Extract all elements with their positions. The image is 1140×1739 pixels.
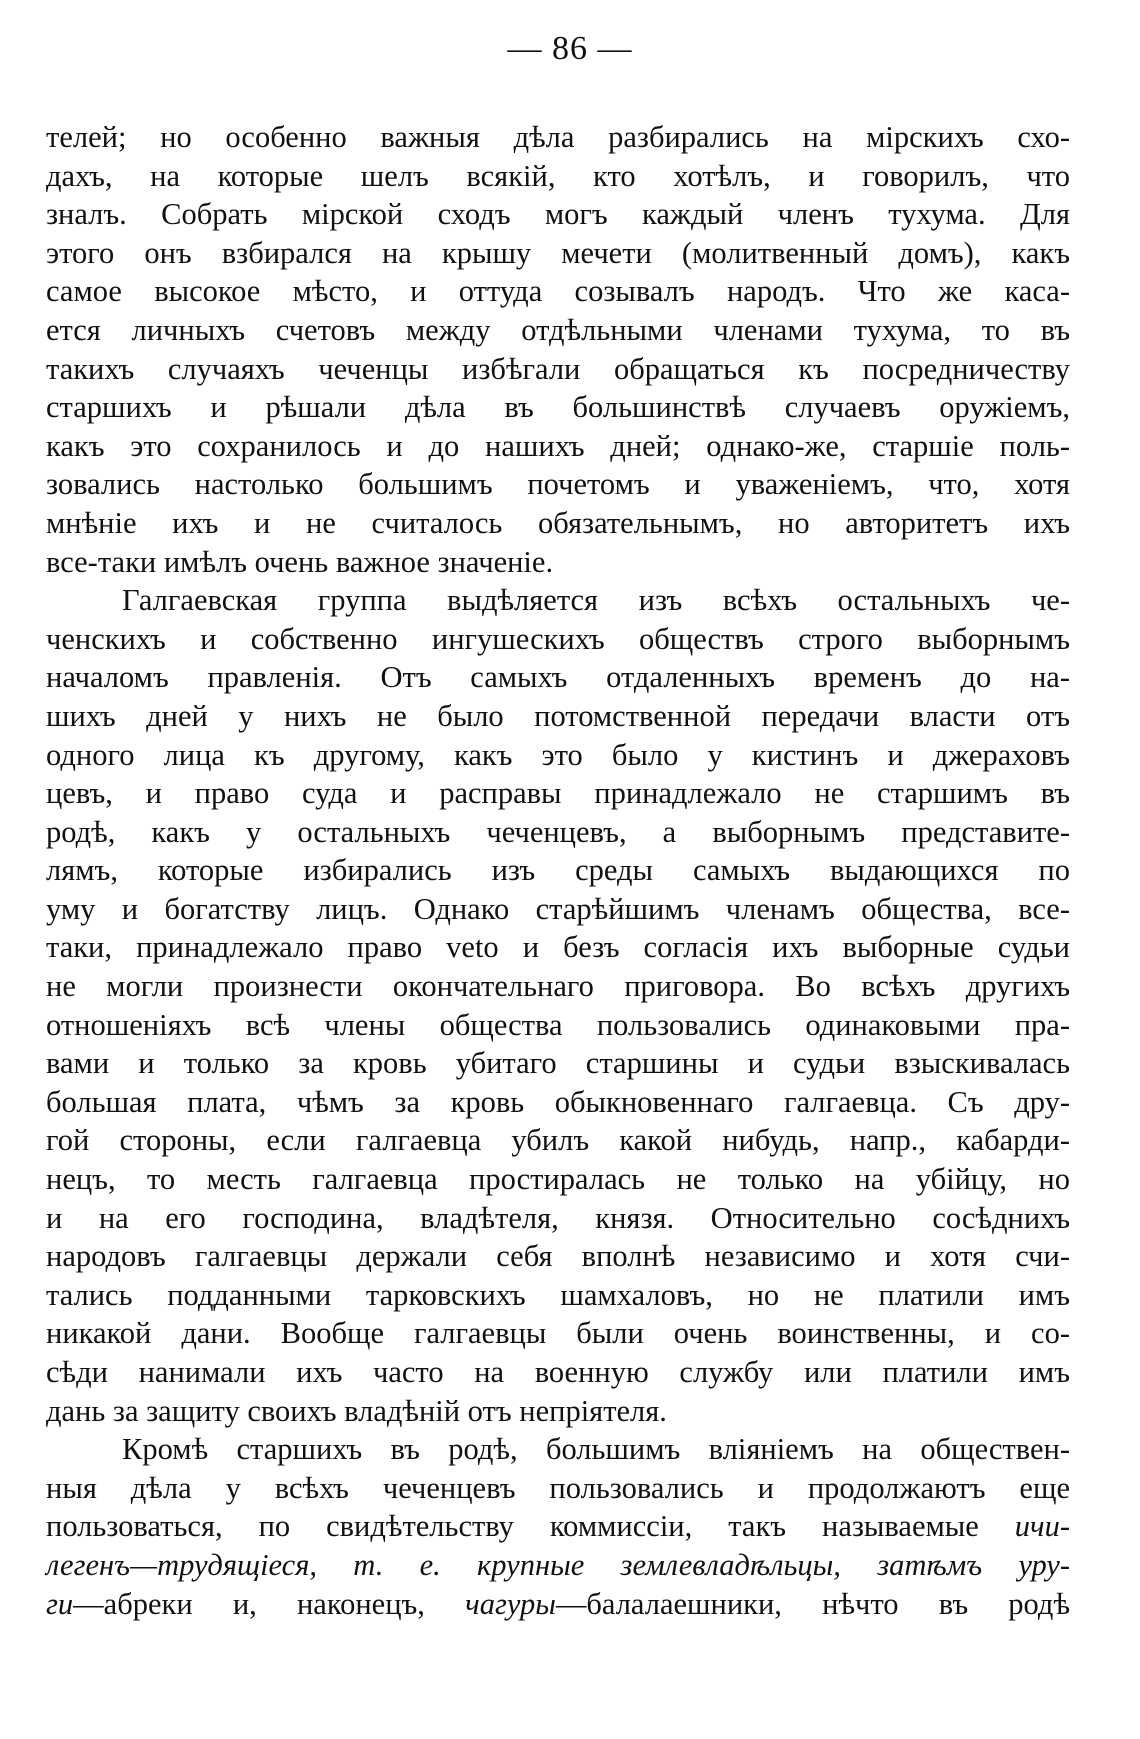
text-line: Галгаевская группа выдѣляется изъ всѣхъ остальныхъ че- <box>122 583 1070 618</box>
text-line: гой стороны, если галгаевца убилъ какой нибудь, напр., кабарди- <box>46 1123 1070 1158</box>
text-line: не могли произнести окончательнаго приговора. Во всѣхъ другихъ <box>46 969 1070 1004</box>
text-line: никакой дани. Вообще галгаевцы были очень воинственны, и со- <box>46 1316 1070 1351</box>
italic-term: уру- <box>1018 1547 1070 1582</box>
italic-term: чагуры <box>465 1586 556 1621</box>
text-line: началомъ правленія. Отъ самыхъ отдаленныхъ временъ до на- <box>46 660 1070 695</box>
text-line: и на его господина, владѣтеля, князя. Относительно сосѣднихъ <box>46 1200 1070 1235</box>
text-line: Кромѣ старшихъ въ родѣ, большимъ вліяніемъ на обществен- <box>122 1432 1070 1467</box>
text-line: уму и богатству лицъ. Однако старѣйшимъ членамъ общества, все- <box>46 891 1070 926</box>
text-line: большая плата, чѣмъ за кровь обыкновеннаго галгаевца. Съ дру- <box>46 1084 1070 1119</box>
text-line: старшихъ и рѣшали дѣла въ большинствѣ случаевъ оружіемъ, <box>46 390 1070 425</box>
text-line <box>46 1585 1070 1624</box>
text-line: сѣди нанимали ихъ часто на военную службу или платили имъ <box>46 1355 1070 1389</box>
text-line: ченскихъ и собственно ингушескихъ обществъ строго выборнымъ <box>46 621 1070 656</box>
text-line: зналъ. Собрать мірской сходъ могъ каждый членъ тухума. Для <box>46 197 1070 232</box>
text-line-segment: пользоваться, по свидѣтельству коммиссіи, такъ называемые <box>46 1509 979 1544</box>
text-line: отношеніяхъ всѣ члены общества пользовались одинаковыми пра- <box>46 1007 1070 1042</box>
text-line: шихъ дней у нихъ не было потомственной передачи власти отъ <box>46 698 1070 733</box>
text-line: ется личныхъ счетовъ между отдѣльными членами тухума, то въ <box>46 312 1070 347</box>
text-line: зовались настолько большимъ почетомъ и уваженіемъ, что, хотя <box>46 467 1070 502</box>
text-line: дахъ, на которые шелъ всякій, кто хотѣлъ, и говорилъ, что <box>46 158 1070 193</box>
text-line <box>46 1546 1070 1585</box>
text-line: телей; но особенно важныя дѣла разбирались на мірскихъ схо- <box>46 120 1070 154</box>
text-line: родѣ, какъ у остальныхъ чеченцевъ, а выборнымъ представите- <box>46 814 1070 849</box>
body-text <box>46 118 1070 1623</box>
text-line: нецъ, то месть галгаевца простиралась не только на убійцу, но <box>46 1162 1070 1197</box>
text-line: самое высокое мѣсто, и оттуда созывалъ народъ. Что же каса- <box>46 274 1070 309</box>
text-line: лямъ, которые избирались изъ среды самыхъ выдающихся по <box>46 853 1070 888</box>
text-line: таки, принадлежало право veto и безъ согласія ихъ выборные судьи <box>46 930 1070 965</box>
text-line: цевъ, и право суда и расправы принадлежало не старшимъ въ <box>46 776 1070 811</box>
text-line: мнѣніе ихъ и не считалось обязательнымъ, но авторитетъ ихъ <box>46 505 1070 540</box>
text-line-segment: —балалаешники, нѣчто въ родѣ <box>555 1586 1071 1621</box>
text-line: какъ это сохранилось и до нашихъ дней; однако-же, старшіе поль- <box>46 428 1070 463</box>
text-line: тались подданными тарковскихъ шамхаловъ, но не платили имъ <box>46 1277 1070 1312</box>
text-line-segment: —абреки и, наконецъ, <box>73 1586 425 1621</box>
text-line: вами и только за кровь убитаго старшины и судьи взыскивалась <box>46 1046 1070 1081</box>
text-line: такихъ случаяхъ чеченцы избѣгали обращаться къ посредничеству <box>46 351 1070 386</box>
italic-term: легенъ—трудящіеся, т. е. крупные землевладѣльцы, затѣмъ <box>46 1547 983 1582</box>
text-line: народовъ галгаевцы держали себя вполнѣ независимо и хотя счи- <box>46 1239 1070 1274</box>
text-line <box>46 1507 1070 1546</box>
text-line: одного лица къ другому, какъ это было у кистинъ и джераховъ <box>46 737 1070 772</box>
text-line: ныя дѣла у всѣхъ чеченцевъ пользовались и продолжаютъ еще <box>46 1470 1070 1505</box>
text-line: дань за защиту своихъ владѣній отъ непріятеля. <box>46 1393 667 1428</box>
text-line: этого онъ взбирался на крышу мечети (молитвенный домъ), какъ <box>46 235 1070 270</box>
italic-term: ги <box>46 1586 74 1621</box>
italic-term: ичи- <box>1014 1509 1070 1544</box>
text-line: все-таки имѣлъ очень важное значеніе. <box>46 544 554 579</box>
page-number: — 86 — <box>507 30 633 67</box>
